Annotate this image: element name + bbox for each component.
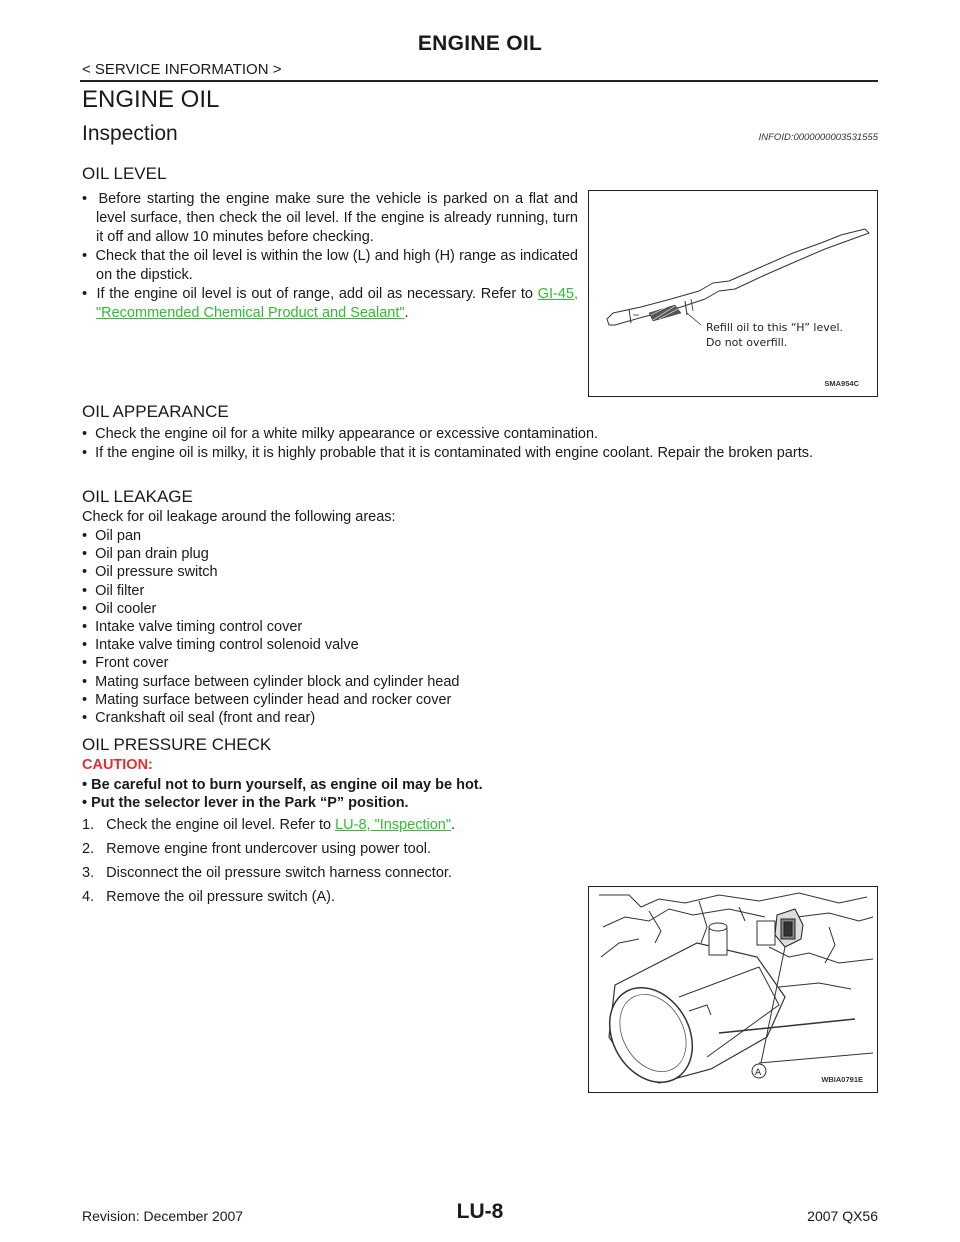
list-item: • If the engine oil level is out of range, add oil as necessary. Refer to GI-45, "Recommended Chemical Product and Sealant".	[82, 286, 578, 321]
engine-illustration	[589, 887, 877, 1092]
dipstick-note-1: Refill oil to this “H” level.	[706, 321, 844, 334]
footer-model: 2007 QX56	[807, 1208, 878, 1224]
oil-appearance-title: OIL APPEARANCE	[82, 402, 229, 421]
subheading: Inspection	[82, 122, 178, 145]
footer-revision: Revision: December 2007	[82, 1208, 244, 1224]
list-item: • Oil pressure switch	[82, 564, 218, 581]
oil-level-bullets	[82, 190, 578, 323]
oil-appearance-bullets	[82, 425, 878, 463]
list-item: • Before starting the engine make sure the vehicle is parked on a flat and level surface, then check the oil level. If the engine is already running, turn it off and allow 10 minutes before checking.	[82, 191, 578, 245]
callout-a: A	[755, 1068, 762, 1078]
list-item: • Oil cooler	[82, 600, 157, 617]
dipstick-note-2: Do not overfill.	[706, 336, 788, 349]
list-item: • Front cover	[82, 655, 169, 672]
figure-code: WBIA0791E	[821, 1075, 863, 1084]
oil-leakage-list	[82, 527, 459, 727]
list-item: • If the engine oil is milky, it is highly probable that it is contaminated with engine coolant. Repair the broken parts.	[82, 445, 814, 461]
step-1: 1. Check the engine oil level. Refer to LU-8, "Inspection".	[82, 817, 456, 833]
list-item: • Check the engine oil for a white milky appearance or excessive contamination.	[82, 426, 599, 442]
step-2: 2. Remove engine front undercover using power tool.	[82, 841, 432, 857]
lu8-link[interactable]: LU-8, "Inspection"	[335, 817, 451, 833]
oil-level-title: OIL LEVEL	[82, 164, 167, 183]
figure-code: SMA954C	[824, 379, 859, 388]
oil-pressure-title: OIL PRESSURE CHECK	[82, 735, 272, 754]
list-item: • Intake valve timing control solenoid valve	[82, 637, 359, 654]
list-item: • Mating surface between cylinder block and cylinder head	[82, 673, 460, 690]
gi45-link[interactable]: GI-45, "Recommended Chemical Product and Sealant"	[96, 286, 578, 321]
list-item: • Oil pan	[82, 528, 142, 544]
page-title: ENGINE OIL	[82, 86, 220, 113]
caution-label: CAUTION:	[82, 757, 153, 773]
step-3: 3. Disconnect the oil pressure switch harness connector.	[82, 865, 452, 881]
caution-item: • Put the selector lever in the Park “P” position.	[82, 795, 409, 811]
dipstick-figure	[588, 190, 878, 397]
page-header-title: ENGINE OIL	[417, 32, 543, 55]
info-id: INFOID:0000000003531555	[758, 132, 878, 143]
list-item: • Mating surface between cylinder head and rocker cover	[82, 691, 452, 708]
list-item: • Intake valve timing control cover	[82, 619, 303, 636]
caution-item: • Be careful not to burn yourself, as engine oil may be hot.	[82, 777, 483, 793]
section-label: < SERVICE INFORMATION >	[82, 61, 282, 78]
list-item: • Oil pan drain plug	[82, 546, 209, 563]
oil-leakage-intro: Check for oil leakage around the following areas:	[82, 509, 396, 525]
oil-leakage-title: OIL LEAKAGE	[82, 487, 193, 506]
list-item: • Crankshaft oil seal (front and rear)	[82, 710, 316, 727]
dipstick-illustration	[589, 191, 877, 396]
list-item: • Check that the oil level is within the low (L) and high (H) range as indicated on the dipstick.	[82, 248, 578, 283]
list-item: • Oil filter	[82, 582, 145, 599]
header-rule	[80, 80, 878, 82]
caution-text	[82, 776, 483, 812]
step-4: 4. Remove the oil pressure switch (A).	[82, 889, 336, 905]
footer-page-number: LU-8	[456, 1200, 504, 1223]
oil-pressure-switch-figure	[588, 886, 878, 1093]
